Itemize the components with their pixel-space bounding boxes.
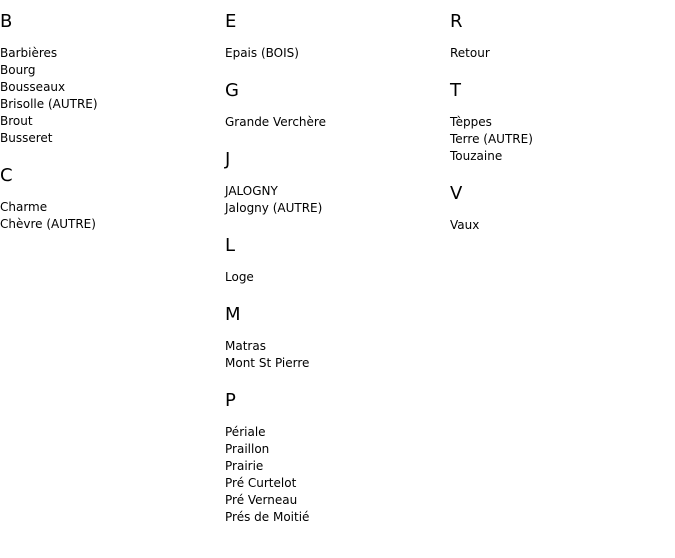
entry-link[interactable]: Pré Curtelot [225,476,297,490]
entry-link[interactable]: Pré Verneau [225,493,298,507]
index-column-2 [225,0,445,526]
letter-group [0,165,220,233]
entry-link[interactable]: Vaux [450,218,480,232]
group-letter-heading: P [225,390,236,411]
group-letter-heading: M [225,304,241,325]
letter-group [0,11,220,147]
entry-link[interactable]: JALOGNY [225,184,278,198]
group-letter-heading: L [225,235,236,256]
entry-link[interactable]: Bousseaux [0,80,66,94]
index-column-1 [0,0,220,233]
letter-group [225,80,445,131]
entry-list [0,199,220,233]
letter-group [450,80,670,165]
letter-group [450,11,670,62]
entry-list [225,269,445,286]
letter-group [225,235,445,286]
letter-group [225,304,445,372]
entry-link[interactable]: Périale [225,425,266,439]
entry-link[interactable]: Retour [450,46,490,60]
entry-link[interactable]: Terre (AUTRE) [450,132,533,146]
group-letter-heading: V [450,183,463,204]
group-letter-heading: E [225,11,237,32]
entry-link[interactable]: Prés de Moitié [225,510,310,524]
group-letter-heading: J [225,149,231,170]
entry-link[interactable]: Grande Verchère [225,115,326,129]
entry-link[interactable]: Loge [225,270,254,284]
entry-link[interactable]: Tèppes [450,115,492,129]
index-column-3 [450,0,670,234]
entry-list [450,217,670,234]
letter-group [225,149,445,217]
entry-link[interactable]: Brisolle (AUTRE) [0,97,98,111]
entry-list [225,45,445,62]
entry-link[interactable]: Busseret [0,131,53,145]
group-letter-heading: B [0,11,13,32]
entry-list [225,424,445,526]
entry-link[interactable]: Prairie [225,459,264,473]
entry-link[interactable]: Barbières [0,46,58,60]
entry-link[interactable]: Chèvre (AUTRE) [0,217,96,231]
entry-link[interactable]: Charme [0,200,48,214]
entry-link[interactable]: Jalogny (AUTRE) [225,201,323,215]
entry-link[interactable]: Matras [225,339,266,353]
letter-group [450,183,670,234]
letter-group [225,390,445,526]
group-letter-heading: R [450,11,463,32]
entry-list [450,114,670,165]
group-letter-heading: C [0,165,13,186]
entry-link[interactable]: Brout [0,114,33,128]
entry-list [225,114,445,131]
entry-link[interactable]: Mont St Pierre [225,356,310,370]
entry-list [225,338,445,372]
entry-list [450,45,670,62]
entry-link[interactable]: Epais (BOIS) [225,46,299,60]
letter-group [225,11,445,62]
entry-list [0,45,220,147]
entry-link[interactable]: Praillon [225,442,270,456]
group-letter-heading: T [450,80,461,101]
entry-link[interactable]: Bourg [0,63,36,77]
group-letter-heading: G [225,80,239,101]
entry-list [225,183,445,217]
entry-link[interactable]: Touzaine [450,149,503,163]
